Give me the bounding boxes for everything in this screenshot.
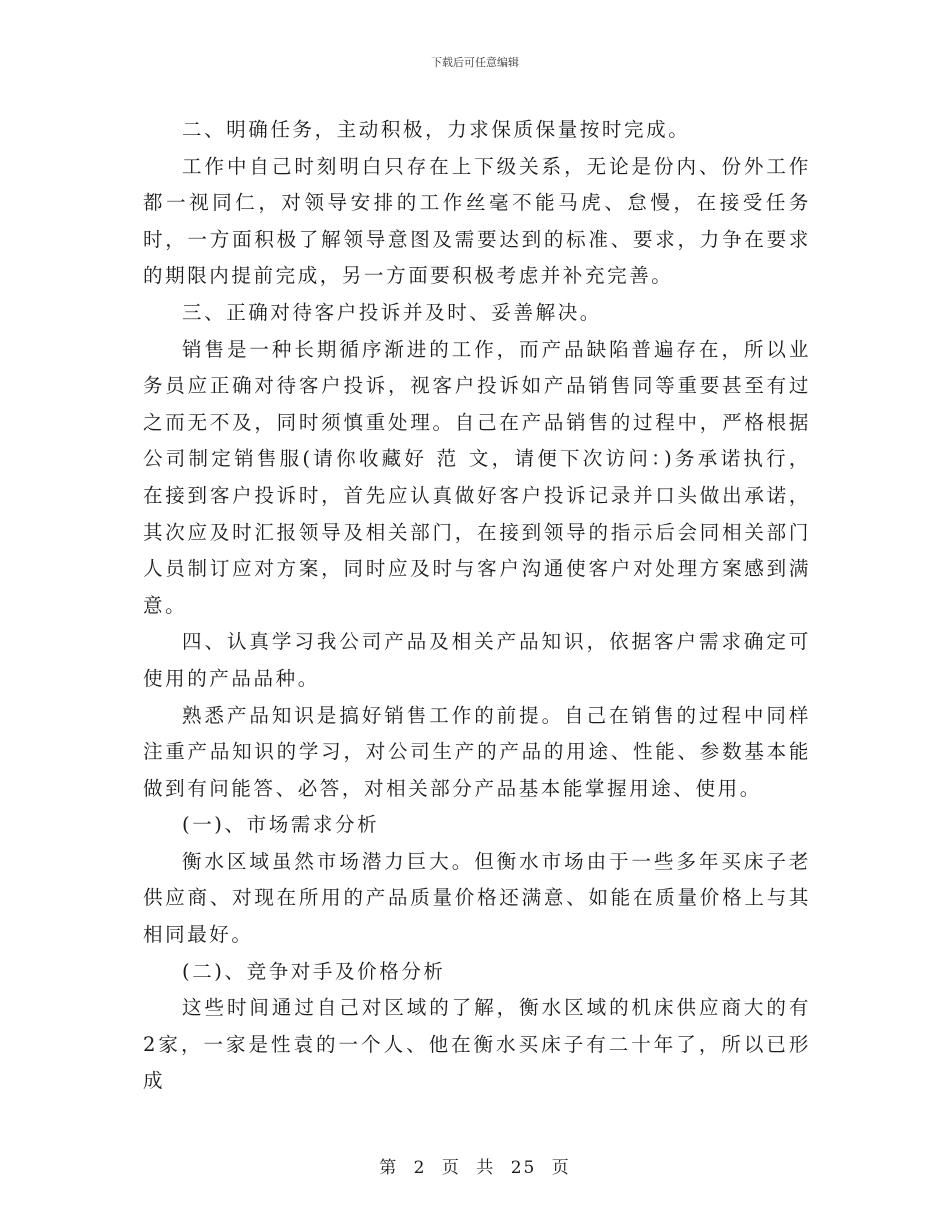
document-body bbox=[143, 112, 811, 1100]
section-heading: 三、正确对待客户投诉并及时、妥善解决。 bbox=[182, 300, 602, 324]
page-header: 下载后可任意编辑 bbox=[431, 56, 519, 69]
page-footer bbox=[0, 1153, 950, 1178]
section-heading: 二、明确任务，主动积极，力求保质保量按时完成。 bbox=[182, 118, 691, 141]
paragraph: 销售是一种长期循序渐进的工作，而产品缺陷普遍存在，所以业务员应正确对待客户投诉，视客户投诉如产品销售同等重要甚至有过之而无不及，同时须慎重处理。自己在产品销售的过程中，严格根据公司制定销售服(请你收藏好 范 文，请便下次访问：)务承诺执行，在接到客户投诉时，首先应认真做好客户投诉记录并口头做出承诺，其次应及时汇报领导及相关部门，在接到领导的指示后会同相关部门人员制订应对方案，同时应及时与客户沟通使客户对处理方案感到满意。 bbox=[143, 337, 811, 617]
section-heading: 四、认真学习我公司产品及相关产品知识，依据客户需求确定可使用的产品品种。 bbox=[143, 630, 811, 690]
subsection-heading: (二)、竞争对手及价格分析 bbox=[182, 959, 446, 983]
paragraph: 衡水区域虽然市场潜力巨大。但衡水市场由于一些多年买床子老供应商、对现在所用的产品质量价格还满意、如能在质量价格上与其相同最好。 bbox=[143, 849, 811, 947]
current-page-number: 2 bbox=[413, 1158, 427, 1178]
footer-suffix: 页 bbox=[551, 1158, 571, 1178]
paragraph: 熟悉产品知识是搞好销售工作的前提。自己在销售的过程中同样注重产品知识的学习，对公司生产的产品的用途、性能、参数基本能做到有问能答、必答，对相关部分产品基本能掌握用途、使用。 bbox=[143, 703, 811, 800]
paragraph: 这些时间通过自己对区域的了解，衡水区域的机床供应商大的有2家，一家是性袁的一个人、他在衡水买床子有二十年了，所以已形成 bbox=[143, 996, 811, 1093]
total-pages-number: 25 bbox=[510, 1158, 537, 1178]
footer-total-word: 共 bbox=[476, 1158, 496, 1178]
subsection-heading: (一)、市场需求分析 bbox=[182, 813, 380, 837]
footer-page-word: 页 bbox=[441, 1158, 461, 1178]
footer-prefix: 第 bbox=[379, 1158, 399, 1178]
paragraph: 工作中自己时刻明白只存在上下级关系，无论是份内、份外工作都一视同仁，对领导安排的工作丝毫不能马虎、怠慢，在接受任务时，一方面积极了解领导意图及需要达到的标准、要求，力争在要求的期限内提前完成，另一方面要积极考虑并补充完善。 bbox=[143, 154, 811, 288]
